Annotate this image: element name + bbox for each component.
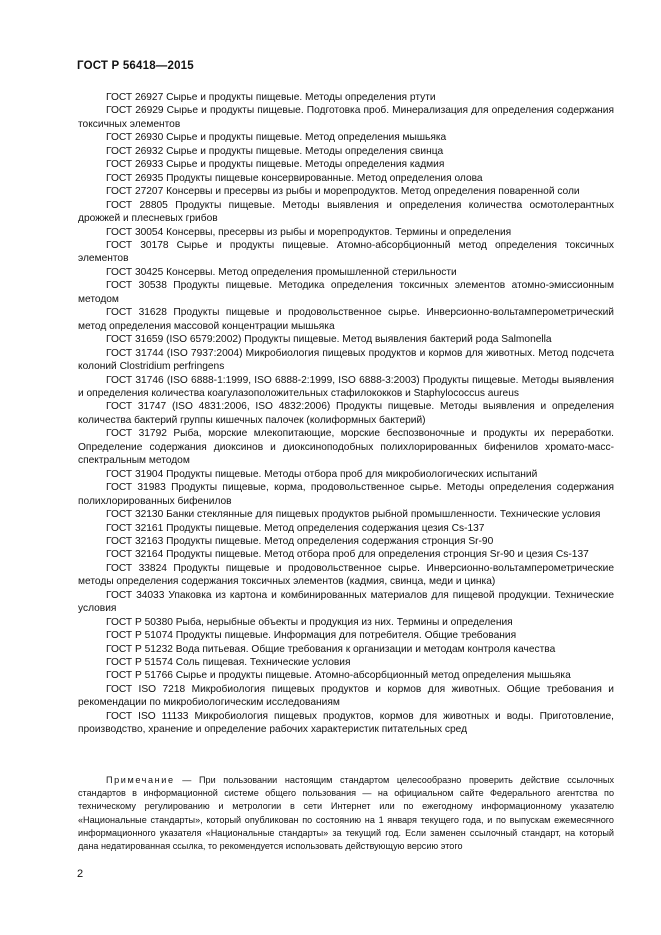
- reference-item: ГОСТ 31744 (ISO 7937:2004) Микробиология пищевых продуктов и кормов для животных. Метод подсчета колоний Clostridium perfringens: [78, 347, 614, 373]
- reference-item: ГОСТ 32161 Продукты пищевые. Метод определения содержания цезия Cs-137: [106, 522, 485, 534]
- reference-item: ГОСТ 26935 Продукты пищевые консервированные. Метод определения олова: [106, 172, 483, 184]
- reference-item: ГОСТ Р 51574 Соль пищевая. Технические условия: [106, 657, 351, 669]
- normative-references-list: [78, 91, 614, 737]
- reference-item: ГОСТ Р 51766 Сырье и продукты пищевые. Атомно-абсорбционный метод определения мышьяка: [106, 670, 571, 682]
- reference-item: ГОСТ 26930 Сырье и продукты пищевые. Метод определения мышьяка: [106, 132, 447, 144]
- note-paragraph: [78, 774, 614, 853]
- reference-item: ГОСТ Р 51074 Продукты пищевые. Информация для потребителя. Общие требования: [106, 630, 517, 642]
- note-label: Примечание: [106, 775, 175, 785]
- reference-item: ГОСТ 26929 Сырье и продукты пищевые. Подготовка проб. Минерализация для определения содержания токсичных элементов: [78, 105, 614, 130]
- document-header-standard-id: ГОСТ Р 56418—2015: [77, 60, 194, 72]
- reference-item: ГОСТ Р 50380 Рыба, нерыбные объекты и продукция из них. Термины и определения: [106, 616, 513, 628]
- reference-item: ГОСТ 31983 Продукты пищевые, корма, продовольственное сырье. Методы определения содержания полихлорированных бифенилов: [78, 482, 614, 507]
- reference-item: ГОСТ 26927 Сырье и продукты пищевые. Методы определения ртути: [106, 92, 436, 103]
- reference-item: ГОСТ 27207 Консервы и пресервы из рыбы и морепродуктов. Метод определения поваренной соли: [106, 186, 580, 198]
- page-number: 2: [77, 868, 84, 880]
- reference-item: ГОСТ 31746 (ISO 6888-1:1999, ISO 6888-2:1999, ISO 6888-3:2003) Продукты пищевые. Методы выявления и определения количества коагулазоположительных стафилококков и Staphylococcus aureus: [78, 374, 614, 399]
- reference-item: ГОСТ 31792 Рыба, морские млекопитающие, морские беспозвоночные и продукты их переработки. Определение содержания диоксинов и диоксиноподобных полихлорированных бифенилов хромато-масс-спектральным методом: [78, 428, 614, 467]
- reference-item: ГОСТ 32163 Продукты пищевые. Метод определения содержания стронция Sr-90: [106, 535, 494, 547]
- reference-item: ГОСТ 30054 Консервы, пресервы из рыбы и морепродуктов. Термины и определения: [106, 226, 512, 238]
- reference-item: ГОСТ 31747 (ISO 4831:2006, ISO 4832:2006) Продукты пищевые. Методы выявления и определения количества бактерий группы кишечных палочек (колиформных бактерий): [78, 401, 614, 426]
- reference-item: ГОСТ ISO 11133 Микробиология пищевых продуктов, кормов для животных и воды. Приготовление, производство, хранение и определение рабочих характеристик питательных сред: [78, 710, 614, 736]
- reference-item: ГОСТ 30178 Сырье и продукты пищевые. Атомно-абсорбционный метод определения токсичных элементов: [78, 239, 614, 265]
- note-text: — При пользовании настоящим стандартом целесообразно проверить действие ссылочных стандартов в информационной системе общего пользования — на официальном сайте Федерального агентства по техническому регулированию и метрологии в сети Интернет или по ежегодному информационному указателю «Национальные стандарты», который опубликован по состоянию на 1 января текущего года, и по выпускам ежемесячного информационного указателя «Национальные стандарты» за текущий год. Если заменен ссылочный стандарт, на который дана недатированная ссылка, то рекомендуется использовать действующую версию этого: [78, 775, 614, 852]
- reference-item: ГОСТ 33824 Продукты пищевые и продовольственное сырье. Инверсионно-вольтамперометрические методы определения содержания токсичных элементов (кадмия, свинца, меди и цинка): [78, 562, 614, 588]
- reference-item: ГОСТ 34033 Упаковка из картона и комбинированных материалов для пищевой продукции. Технические условия: [78, 589, 614, 615]
- reference-item: ГОСТ 26932 Сырье и продукты пищевые. Методы определения свинца: [106, 145, 444, 157]
- reference-item: ГОСТ 31904 Продукты пищевые. Методы отбора проб для микробиологических испытаний: [106, 468, 538, 480]
- reference-item: ГОСТ 26933 Сырье и продукты пищевые. Методы определения кадмия: [106, 159, 445, 171]
- reference-item: ГОСТ ISO 7218 Микробиология пищевых продуктов и кормов для животных. Общие требования и рекомендации по микробиологическим исследованиям: [78, 683, 614, 709]
- reference-item: ГОСТ Р 51232 Вода питьевая. Общие требования к организации и методам контроля качества: [106, 643, 556, 655]
- reference-item: ГОСТ 31628 Продукты пищевые и продовольственное сырье. Инверсионно-вольтамперометрический метод определения массовой концентрации мышьяка: [78, 307, 614, 332]
- reference-item: ГОСТ 31659 (ISO 6579:2002) Продукты пищевые. Метод выявления бактерий рода Salmonella: [106, 334, 552, 346]
- reference-item: ГОСТ 32164 Продукты пищевые. Метод отбора проб для определения стронция Sr-90 и цезия Cs-137: [106, 549, 589, 561]
- reference-item: ГОСТ 30538 Продукты пищевые. Методика определения токсичных элементов атомно-эмиссионным методом: [78, 280, 614, 305]
- reference-item: ГОСТ 30425 Консервы. Метод определения промышленной стерильности: [106, 266, 457, 278]
- reference-item: ГОСТ 32130 Банки стеклянные для пищевых продуктов рыбной промышленности. Технические условия: [106, 509, 601, 521]
- reference-item: ГОСТ 28805 Продукты пищевые. Методы выявления и определения количества осмотолерантных дрожжей и плесневых грибов: [78, 199, 614, 225]
